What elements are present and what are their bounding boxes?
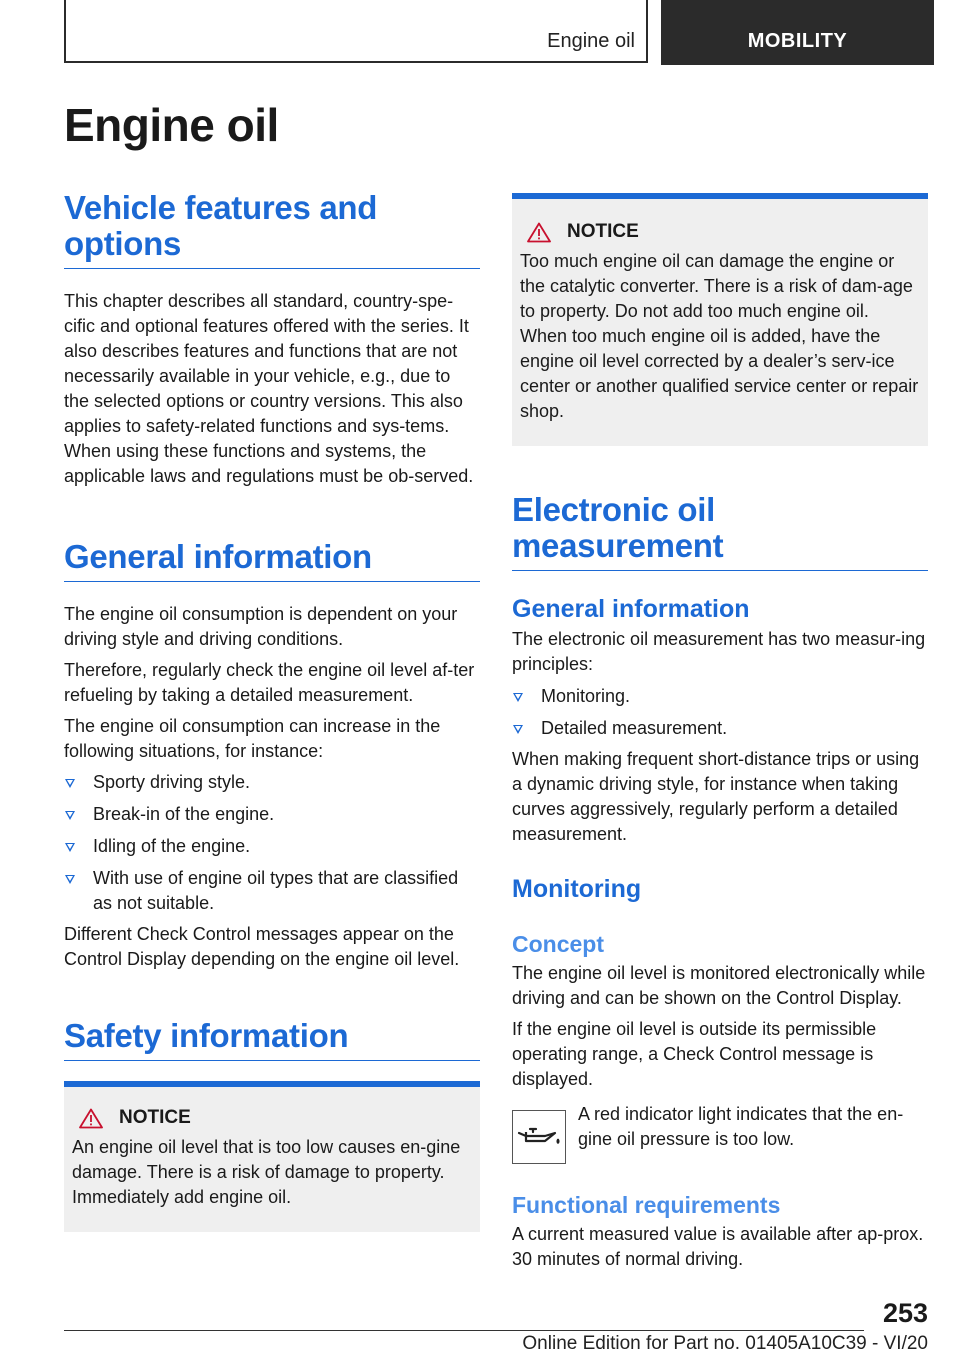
- triangle-bullet-icon: [513, 725, 523, 734]
- list-item: Sporty driving style.: [64, 770, 480, 795]
- vehicle-features-text: This chapter describes all standard, country-spe-cific and optional features offered with the series. It also describes features and functions that are not necessarily available in your vehicle, e.g., due to the selected options or country versions. This also applies to safety-related functions and sys-tems. When using these functions and systems, the applicable laws and regulations must be ob-served.: [64, 291, 474, 486]
- general-info-p3: The engine oil consumption can increase in the following situations, for instance:: [64, 716, 441, 761]
- list-item: Detailed measurement.: [512, 716, 928, 741]
- indicator-light-row: [512, 1102, 928, 1164]
- header-chapter-tab: MOBILITY: [661, 0, 934, 65]
- footer-divider: [64, 1330, 864, 1331]
- general-info-p1: The engine oil consumption is dependent on your driving style and driving conditions.: [64, 604, 458, 649]
- triangle-bullet-icon: [65, 779, 75, 788]
- heading-monitoring: Monitoring: [512, 875, 642, 903]
- list-item: Idling of the engine.: [64, 834, 480, 859]
- concept-p2: If the engine oil level is outside its permissible operating range, a Check Control message is displayed.: [512, 1019, 877, 1089]
- warning-triangle-icon: [527, 222, 551, 243]
- notice-text: An engine oil level that is too low causes en-gine damage. There is a risk of damage to property. Immediately add engine oil.: [72, 1137, 461, 1207]
- triangle-bullet-icon: [65, 843, 75, 852]
- consumption-situations-list: [64, 770, 480, 916]
- heading-concept: Concept: [512, 931, 604, 957]
- heading-general-information: General information: [64, 539, 480, 582]
- general-info-p4: Different Check Control messages appear on the Control Display depending on the engine oil level.: [64, 924, 460, 969]
- notice-header: [520, 221, 920, 243]
- list-item: With use of engine oil types that are classified as not suitable.: [64, 866, 480, 916]
- triangle-bullet-icon: [513, 693, 523, 702]
- footer-edition-text: Online Edition for Part no. 01405A10C39 - VI/20: [522, 1333, 928, 1354]
- general-info-p2: Therefore, regularly check the engine oil level af-ter refueling by taking a detailed measurement.: [64, 660, 475, 705]
- page-number: 253: [882, 1298, 928, 1328]
- left-column: [64, 190, 480, 1232]
- page-title: Engine oil: [64, 99, 279, 151]
- notice-label: NOTICE: [119, 1107, 191, 1128]
- oil-can-icon-graphic: [517, 1124, 561, 1150]
- notice-label: NOTICE: [567, 221, 639, 242]
- list-item: Break-in of the engine.: [64, 802, 480, 827]
- heading-vehicle-features: Vehicle features and options: [64, 190, 480, 269]
- notice-box-low-oil: [64, 1081, 480, 1232]
- right-column: [512, 193, 928, 1272]
- concept-p1: The engine oil level is monitored electronically while driving and can be shown on the Control Display.: [512, 963, 926, 1008]
- warning-triangle-icon: [79, 1108, 103, 1129]
- heading-functional-requirements: Functional requirements: [512, 1192, 781, 1218]
- notice-text: Too much engine oil can damage the engine or the catalytic converter. There is a risk of dam-age to property. Do not add too much engine oil. When too much engine oil is added, have the engine oil level corrected by a dealer’s serv-ice center or another qualified service center or repair shop.: [520, 251, 919, 421]
- list-item: Monitoring.: [512, 684, 928, 709]
- indicator-text: A red indicator light indicates that the en-gine oil pressure is too low.: [578, 1104, 904, 1149]
- heading-electronic-oil-measurement: Electronic oil measurement: [512, 492, 928, 571]
- heading-safety-information: Safety information: [64, 1018, 480, 1061]
- electronic-general-p2: When making frequent short-distance trips or using a dynamic driving style, for instance when taking curves aggressively, regularly perform a detailed measurement.: [512, 749, 920, 844]
- measuring-principles-list: [512, 684, 928, 741]
- header-section-title: Engine oil: [547, 30, 635, 52]
- notice-box-too-much-oil: [512, 193, 928, 446]
- electronic-general-p1: The electronic oil measurement has two measur-ing principles:: [512, 629, 926, 674]
- triangle-bullet-icon: [65, 811, 75, 820]
- notice-header: [72, 1107, 472, 1129]
- functional-requirements-p1: A current measured value is available after ap-prox. 30 minutes of normal driving.: [512, 1224, 924, 1269]
- oil-can-icon: [512, 1110, 566, 1164]
- triangle-bullet-icon: [65, 875, 75, 884]
- heading-general-information-sub: General information: [512, 595, 750, 623]
